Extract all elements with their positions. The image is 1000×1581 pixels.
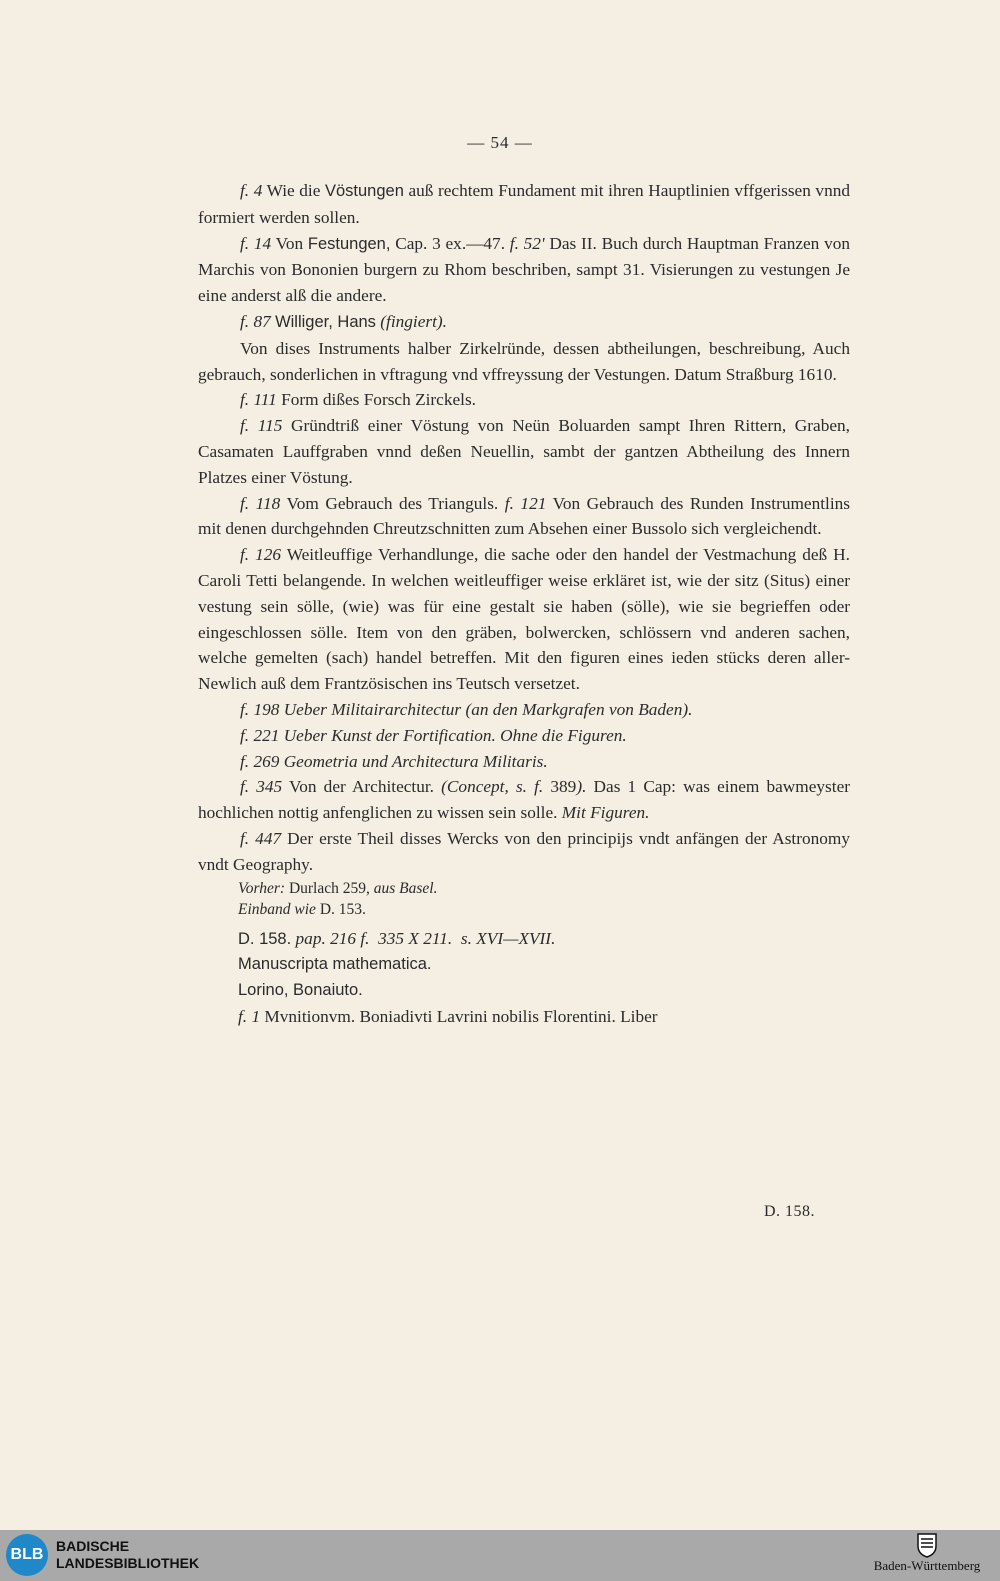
record-first-text: Mvnitionvm. Boniadivti Lavrini nobilis Florentini. Liber — [260, 1006, 658, 1026]
catalog-entry — [198, 697, 850, 723]
catalog-entry — [198, 413, 850, 490]
catalog-entry — [198, 723, 850, 749]
catalog-entry — [198, 749, 850, 775]
folio-ref: f. 14 — [240, 233, 272, 253]
entry-text: Das II. Buch durch Hauptman Franzen von Marchis von Bononien burgern zu Rhom beschriben, sampt 31. Visierungen zu vestungen Je eine anderst alß die andere. — [198, 233, 850, 306]
entry-text: (fingiert). — [380, 311, 447, 331]
footer-bar — [0, 1530, 1000, 1581]
folio-ref: f. 221 — [240, 725, 280, 745]
entry-text: Mit Figuren. — [561, 803, 650, 823]
entry-text: f. 121 — [504, 493, 547, 513]
entry-text: Ueber Militairarchitectur (an den Markgrafen von Baden). — [283, 699, 693, 719]
record-folios: 216 f. — [330, 928, 370, 948]
entry-text: Das 1 Cap: was einem bawmeyster hochlichen nottig anfenglichen zu wissen sein solle. — [198, 777, 850, 823]
entry-text: ). — [576, 777, 587, 797]
record-title: Manuscripta mathematica. — [238, 955, 432, 974]
entry-text: Geometria und Architectura Militaris. — [283, 751, 548, 771]
catalog-entry — [198, 387, 850, 413]
folio-ref: f. 118 — [240, 493, 281, 513]
entry-text: f. 52' — [509, 233, 545, 253]
folio-ref: f. 87 — [240, 311, 271, 331]
entry-text: Ueber Kunst der Fortification. Ohne die Figuren. — [283, 725, 627, 745]
binding-note — [238, 899, 850, 920]
einband-label: Einband wie — [238, 900, 316, 918]
record-first-folio: f. 1 — [238, 1006, 261, 1026]
record-material: pap. — [295, 928, 326, 948]
folio-ref: f. 198 — [240, 699, 280, 719]
catalog-entry — [198, 491, 850, 543]
library-name-line1: BADISCHE — [56, 1538, 130, 1554]
folio-ref: f. 345 — [240, 777, 283, 797]
catalog-entry — [198, 774, 850, 826]
entry-list — [198, 178, 850, 878]
folio-ref: f. 269 — [240, 751, 280, 771]
entry-text: Vöstungen — [324, 182, 404, 200]
catalog-entry — [198, 336, 850, 388]
vorher-label: Vorher: — [238, 879, 286, 897]
record-size: 335 X 211. — [378, 928, 453, 948]
coat-of-arms-icon — [916, 1532, 938, 1558]
folio-ref: f. 4 — [240, 181, 263, 200]
entry-text: Form dißes Forsch Zirckels. — [276, 390, 477, 410]
entry-text: Wie die — [262, 181, 325, 200]
entry-text: Von der Architectur. — [282, 777, 442, 797]
entry-text: Vom Gebrauch des Trianguls. — [280, 493, 505, 513]
entry-text: Gründtriß einer Vöstung von Neün Boluarden sampt Ihren Rittern, Graben, Casamaten Lauffgraben vnnd deßen Neuellin, sambt der gantzen Abtheilung des Innern Platzes einer Vöstung. — [198, 416, 850, 487]
region-label: Baden-Württemberg — [873, 1558, 981, 1573]
record-century: s. XVI—XVII. — [460, 928, 556, 948]
folio-ref: f. 447 — [240, 828, 282, 848]
folio-ref: f. 126 — [240, 545, 282, 565]
library-name[interactable] — [56, 1538, 199, 1572]
entry-text: Weitleuffige Verhandlunge, die sache oder den handel der Vestmachung deß H. Caroli Tetti belangende. In welchen weitleuffiger weise erkläret ist, wie der sitz (Situs) einer vestung sein sölle, (wie) was für eine gestalt sie haben (sölle), wie sie begrieffen oder eingeschlossen sölle. Item von den gräben, bolwercken, schlössern vnd anderen sachen, welche gemelten (sach) handel betreffen. Mit den figuren eines ieden stücks deren aller-Newlich auß dem Frantzösischen ins Teutsch versetzet. — [198, 545, 850, 694]
entry-text: Von — [271, 233, 308, 253]
vorher-origin: aus Basel. — [373, 879, 438, 897]
catalog-entry — [198, 309, 850, 336]
entry-text: Williger, Hans — [275, 312, 376, 331]
blb-logo[interactable]: BLB — [6, 1534, 48, 1576]
einband-text: D. 153. — [315, 900, 366, 918]
entry-text: Der erste Theil disses Wercks von den principijs vndt anfängen der Astronomy vndt Geography. — [198, 828, 850, 874]
record-author: Lorino, Bonaiuto. — [238, 981, 363, 1000]
page-number: — 54 — — [467, 133, 533, 152]
signature-mark: D. 158. — [764, 1203, 816, 1220]
catalog-entry — [198, 178, 850, 231]
catalog-entry — [198, 826, 850, 878]
entry-text: Festungen, — [307, 234, 391, 253]
record-header — [238, 926, 850, 953]
entry-text: Cap. 3 ex.—47. — [390, 233, 510, 253]
entry-text: (Concept, s. f. — [441, 777, 544, 797]
record-id: D. 158. — [238, 929, 292, 948]
catalog-entry — [198, 542, 850, 697]
folio-ref: f. 111 — [240, 390, 277, 410]
state-logo[interactable] — [862, 1532, 992, 1574]
entry-text: Von Gebrauch des Runden Instrumentlins mit denen durchgehnden Chreutzschnitten zum Absehen einer Bussolo sich vergleichendt. — [198, 493, 850, 539]
folio-ref: f. 115 — [240, 416, 283, 436]
record-first-entry — [238, 1004, 850, 1030]
library-name-line2: LANDESBIBLIOTHEK — [56, 1555, 200, 1571]
catalog-content — [198, 178, 850, 1030]
vorher-text: Durlach 259, — [285, 879, 374, 897]
entry-text: 389 — [543, 777, 577, 797]
catalog-entry — [198, 231, 850, 309]
entry-text: auß rechtem Fundament mit ihren Hauptlinien vffgerissen vnnd formiert werden sollen. — [198, 181, 850, 227]
provenance-note — [238, 878, 850, 899]
entry-text: Von dises Instruments halber Zirkelründe, dessen abtheilungen, beschreibung, Auch gebrauch, sonderlichen in vftragung vnd vffreyssung der Vestungen. Datum Straßburg 1610. — [198, 338, 850, 384]
